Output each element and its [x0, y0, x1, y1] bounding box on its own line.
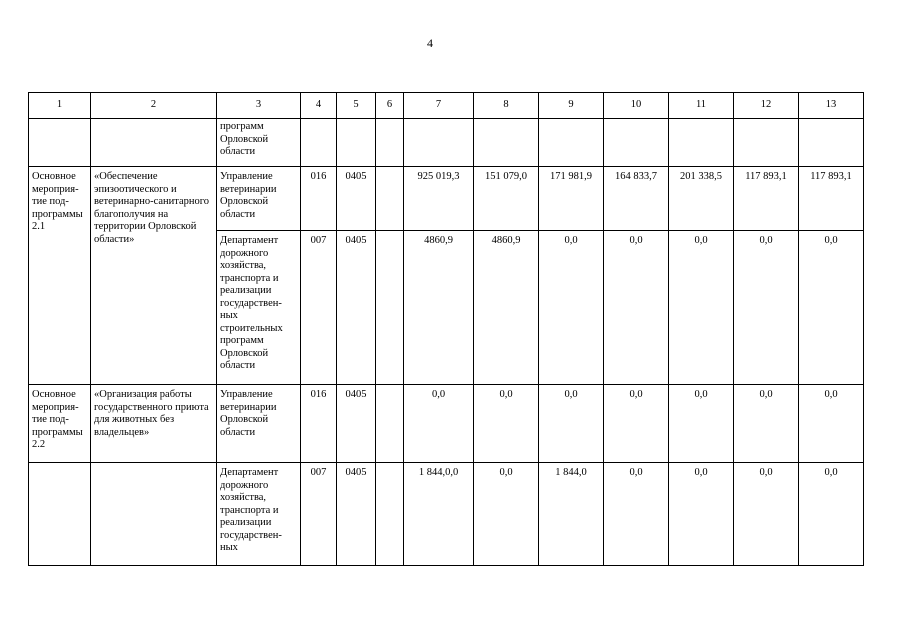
value-cell: 201 338,5 — [669, 167, 734, 231]
value-cell: 0,0 — [604, 385, 669, 463]
code-cell: 0405 — [337, 167, 376, 231]
value-cell: 925 019,3 — [404, 167, 474, 231]
value-cell: 171 981,9 — [539, 167, 604, 231]
code-cell — [376, 463, 404, 566]
header-cell: 3 — [217, 93, 301, 119]
value-cell: 151 079,0 — [474, 167, 539, 231]
header-cell: 6 — [376, 93, 404, 119]
value-cell: 0,0 — [799, 231, 864, 385]
value-cell: 1 844,0 — [539, 463, 604, 566]
value-cell — [604, 119, 669, 167]
header-cell: 8 — [474, 93, 539, 119]
title-cell — [91, 463, 217, 566]
code-cell — [337, 119, 376, 167]
title-cell — [91, 119, 217, 167]
code-cell — [301, 119, 337, 167]
value-cell — [734, 119, 799, 167]
measure-cell — [29, 463, 91, 566]
value-cell: 0,0 — [669, 385, 734, 463]
header-cell: 13 — [799, 93, 864, 119]
title-cell: «Организация работы государственного приюта для животных без владельцев» — [91, 385, 217, 463]
code-cell: 0405 — [337, 385, 376, 463]
header-cell: 12 — [734, 93, 799, 119]
value-cell: 0,0 — [404, 385, 474, 463]
value-cell: 0,0 — [604, 231, 669, 385]
value-cell: 0,0 — [734, 385, 799, 463]
value-cell: 4860,9 — [404, 231, 474, 385]
value-cell: 117 893,1 — [734, 167, 799, 231]
value-cell: 117 893,1 — [799, 167, 864, 231]
value-cell: 0,0 — [734, 463, 799, 566]
value-cell: 164 833,7 — [604, 167, 669, 231]
value-cell — [669, 119, 734, 167]
header-cell: 1 — [29, 93, 91, 119]
code-cell: 0405 — [337, 231, 376, 385]
measure-cell: Основное мероприя-тие под-программы 2.2 — [29, 385, 91, 463]
code-cell: 007 — [301, 231, 337, 385]
header-cell: 5 — [337, 93, 376, 119]
executor-cell: Управление ветеринарии Орловской области — [217, 167, 301, 231]
value-cell: 0,0 — [669, 463, 734, 566]
budget-table — [28, 92, 864, 566]
header-cell: 11 — [669, 93, 734, 119]
value-cell: 0,0 — [539, 385, 604, 463]
value-cell — [474, 119, 539, 167]
executor-cell: Департамент дорожного хозяйства, транспорта и реализации государствен-ных — [217, 463, 301, 566]
code-cell — [376, 119, 404, 167]
header-cell: 7 — [404, 93, 474, 119]
code-cell: 0405 — [337, 463, 376, 566]
code-cell: 007 — [301, 463, 337, 566]
page-number: 4 — [427, 36, 433, 50]
value-cell: 0,0 — [474, 463, 539, 566]
table-row — [29, 167, 864, 231]
code-cell — [376, 167, 404, 231]
value-cell: 0,0 — [474, 385, 539, 463]
executor-cell: Департамент дорожного хозяйства, транспорта и реализации государствен-ных строительных программ Орловской области — [217, 231, 301, 385]
header-cell: 2 — [91, 93, 217, 119]
value-cell — [539, 119, 604, 167]
value-cell: 0,0 — [799, 385, 864, 463]
executor-cell: программ Орловской области — [217, 119, 301, 167]
value-cell — [404, 119, 474, 167]
value-cell: 0,0 — [539, 231, 604, 385]
code-cell: 016 — [301, 385, 337, 463]
code-cell — [376, 385, 404, 463]
header-cell: 10 — [604, 93, 669, 119]
value-cell: 0,0 — [734, 231, 799, 385]
header-cell: 9 — [539, 93, 604, 119]
value-cell: 0,0 — [669, 231, 734, 385]
value-cell: 0,0 — [799, 463, 864, 566]
executor-cell: Управление ветеринарии Орловской области — [217, 385, 301, 463]
value-cell — [799, 119, 864, 167]
table-row — [29, 385, 864, 463]
measure-cell: Основное мероприя-тие под-программы 2.1 — [29, 167, 91, 385]
value-cell: 4860,9 — [474, 231, 539, 385]
table-row — [29, 119, 864, 167]
value-cell: 1 844,0,0 — [404, 463, 474, 566]
title-cell: «Обеспечение эпизоотического и ветеринарно-санитарного благополучия на территории Орловской области» — [91, 167, 217, 385]
value-cell: 0,0 — [604, 463, 669, 566]
code-cell: 016 — [301, 167, 337, 231]
table-row — [29, 463, 864, 566]
header-cell: 4 — [301, 93, 337, 119]
code-cell — [376, 231, 404, 385]
header-row — [29, 93, 864, 119]
measure-cell — [29, 119, 91, 167]
